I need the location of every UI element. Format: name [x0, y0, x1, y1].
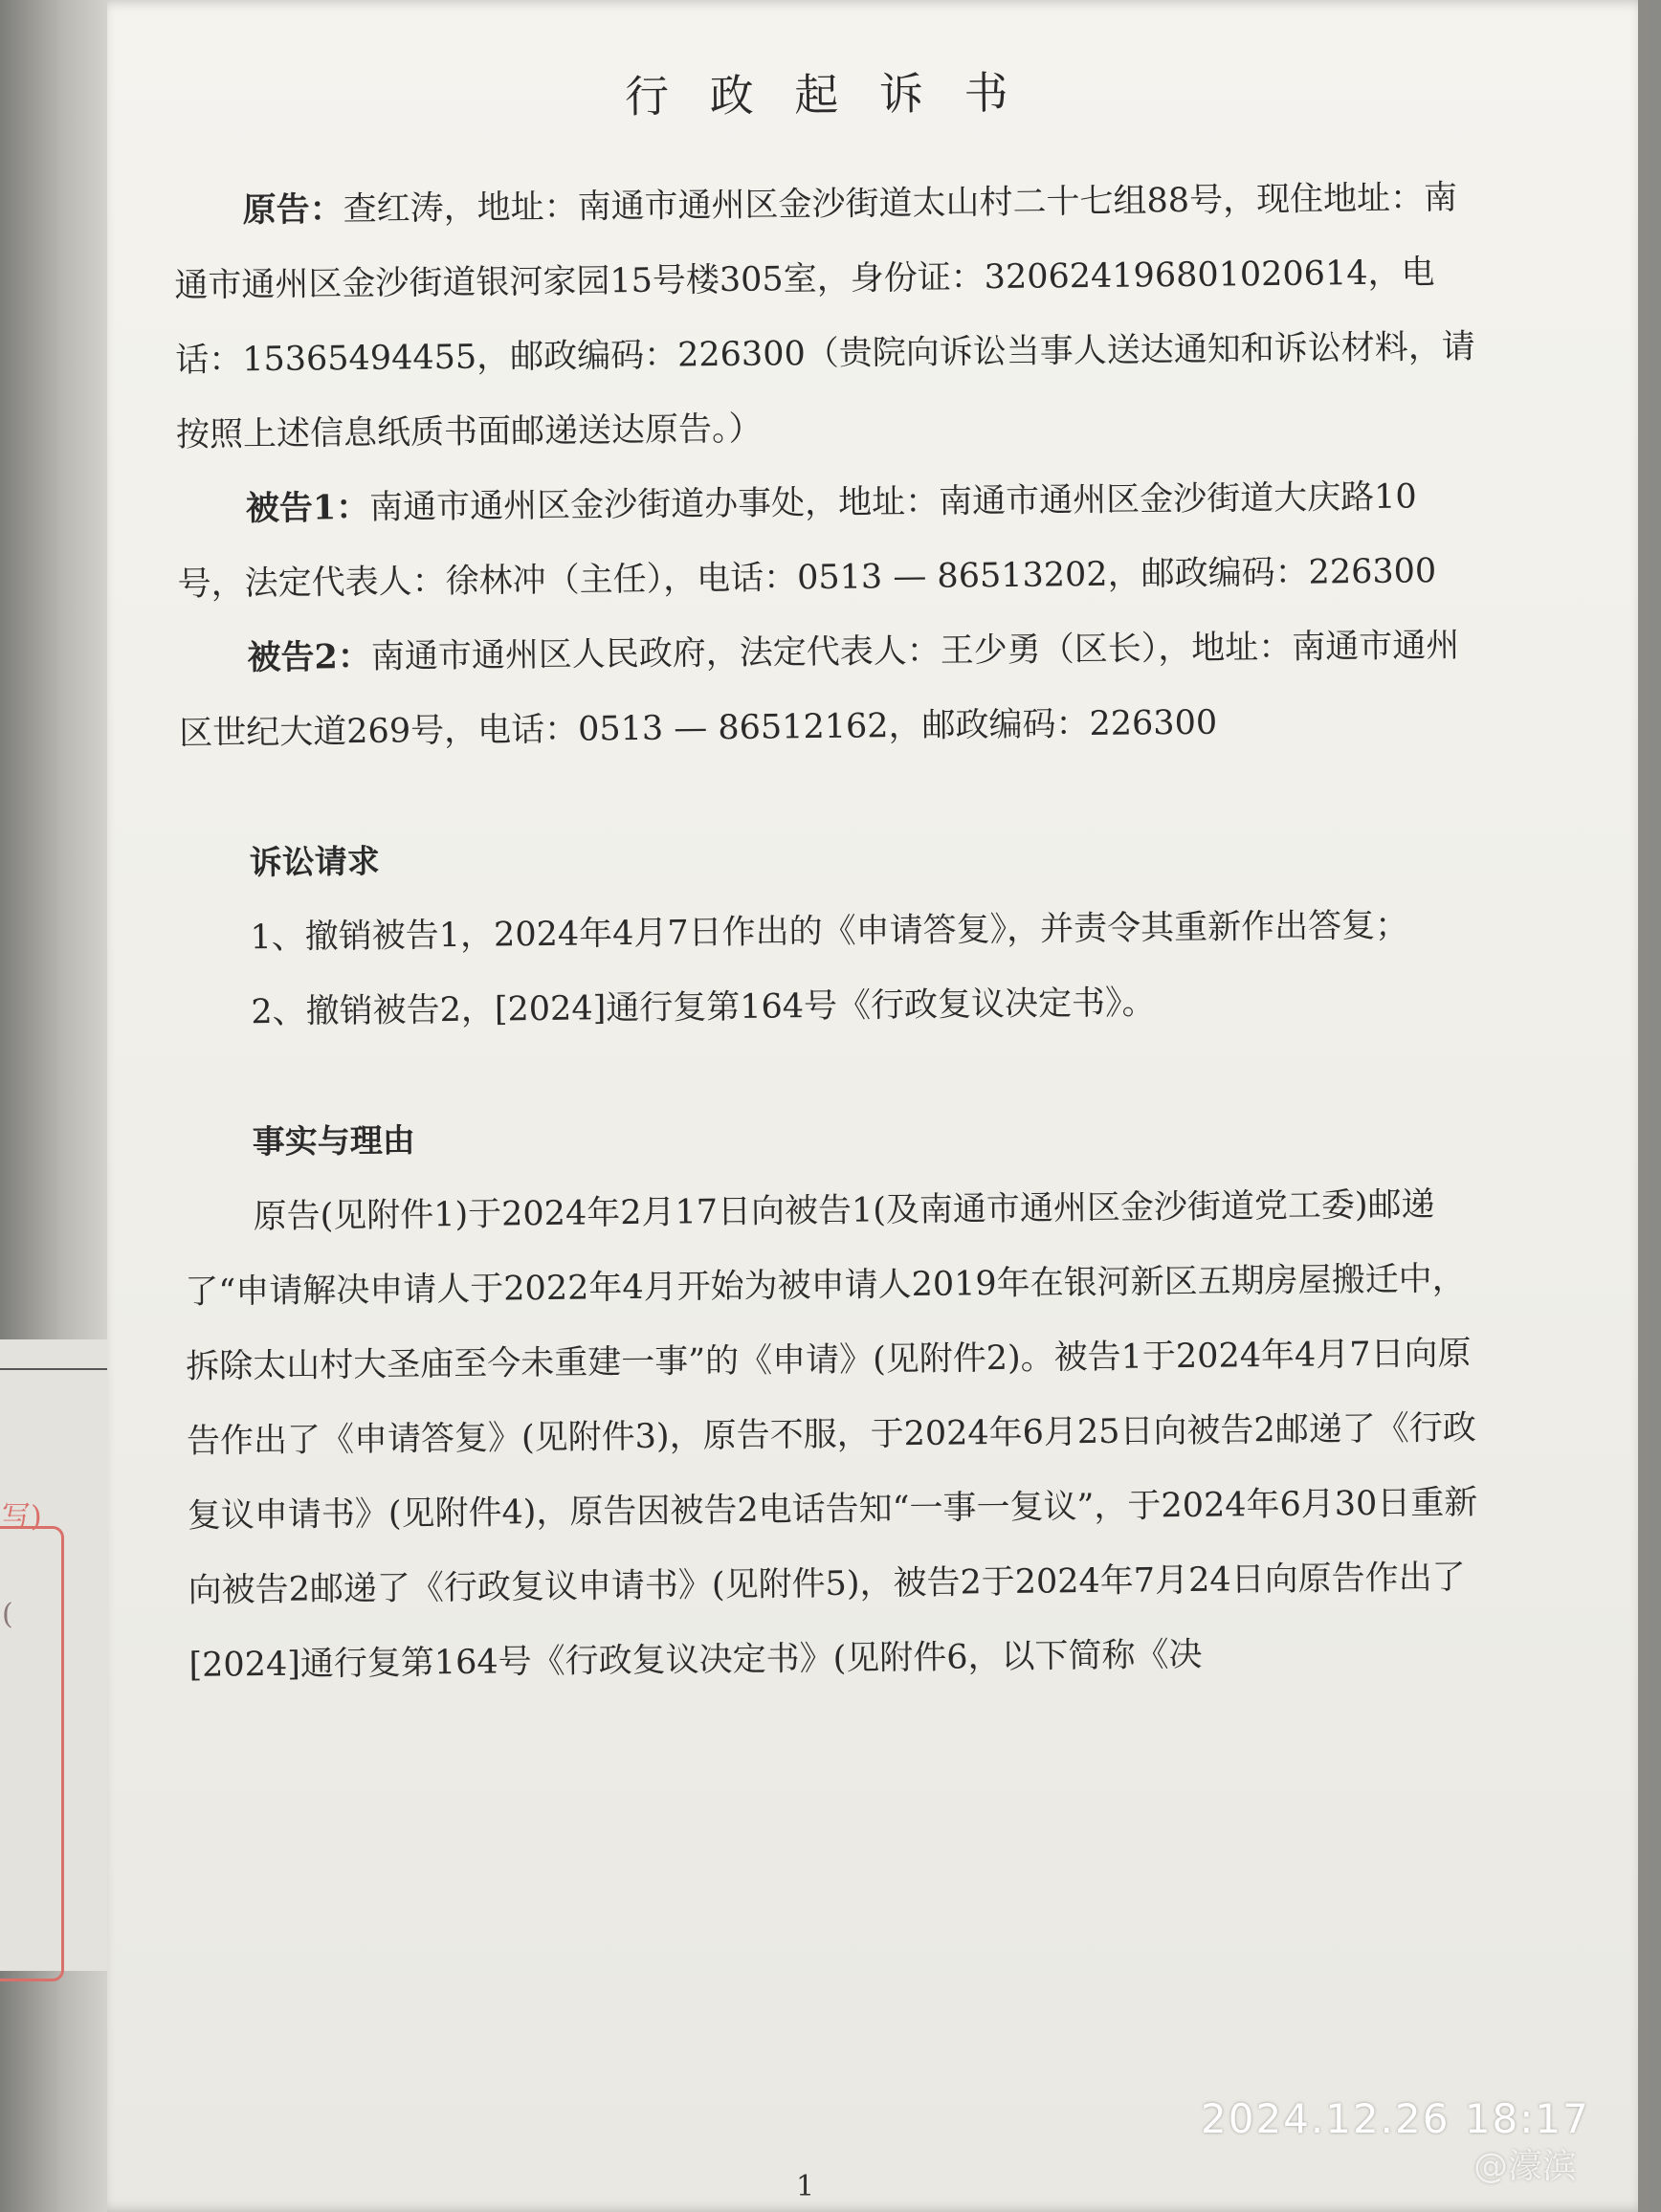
defendant2-text: 南通市通州区人民政府，法定代表人：王少勇（区长），地址：南通市通州区世纪大道269号，电话：0513 — 86512162，邮政编码：226300: [179, 626, 1460, 753]
page-edge: [1638, 0, 1650, 2212]
document-page: [107, 0, 1650, 2212]
plaintiff-label: 原告：: [242, 189, 343, 231]
defendant2-paragraph: [178, 608, 1481, 771]
claim-item-2: 2、撤销被告2，[2024]通行复第164号《行政复议决定书》。: [251, 984, 1156, 1032]
claim-item-1: 1、撤销被告1，2024年4月7日作出的《申请答复》，并责令其重新作出答复；: [250, 906, 1409, 958]
document-content: [172, 54, 1491, 1703]
plaintiff-paragraph: [173, 161, 1477, 473]
watermark: @濠滨: [1473, 2147, 1578, 2186]
underlying-red-text: 写): [2, 1500, 42, 1534]
document-title: 行 政 起 诉 书: [624, 66, 1022, 123]
defendant2-label: 被告2：: [247, 636, 372, 678]
defendant1-label: 被告1：: [245, 487, 370, 529]
photo-timestamp: 2024.12.26 18:17: [1201, 2095, 1590, 2142]
underlying-page-rule: [0, 1368, 110, 1370]
defendant1-text: 南通市通州区金沙街道办事处，地址：南通市通州区金沙街道大庆路10号，法定代表人：徐林冲（主任），电话：0513 — 86513202，邮政编码：226300: [177, 477, 1437, 604]
plaintiff-text: 查红涛，地址：南通市通州区金沙街道太山村二十七组88号，现住地址：南通市通州区金沙街道银河家园15号楼305室，身份证：320624196801020614，电话：15365494455，邮政编码：226300（贵院向诉讼当事人送达通知和诉讼材料，请按照上述信息纸质书面邮递送达原告。）: [174, 178, 1475, 454]
page-number: 1: [796, 2170, 815, 2203]
facts-paragraph: 原告(见附件1)于2024年2月17日向被告1(及南通市通州区金沙街道党工委)邮递了“申请解决申请人于2022年4月开始为被申请人2019年在银河新区五期房屋搬迁中，拆除太山村大圣庙至今未重建一事”的《申请》(见附件2)。被告1于2024年4月7日向原告作出了《申请答复》(见附件3)，原告不服，于2024年6月25日向被告2邮递了《行政复议申请书》(见附件4)，原告因被告2电话告知“一事一复议”，于2024年6月30日重新向被告2邮递了《行政复议申请书》(见附件5)，被告2于2024年7月24日向原告作出了[2024]通行复第164号《行政复议决定书》(见附件6，以下简称《决: [185, 1185, 1478, 1685]
underlying-bracket-text: (: [2, 1598, 13, 1631]
underlying-red-form-box: [0, 1526, 64, 1981]
defendant1-paragraph: [176, 459, 1479, 622]
claims-heading: 诉讼请求: [249, 842, 380, 883]
facts-heading: 事实与理由: [252, 1121, 415, 1162]
